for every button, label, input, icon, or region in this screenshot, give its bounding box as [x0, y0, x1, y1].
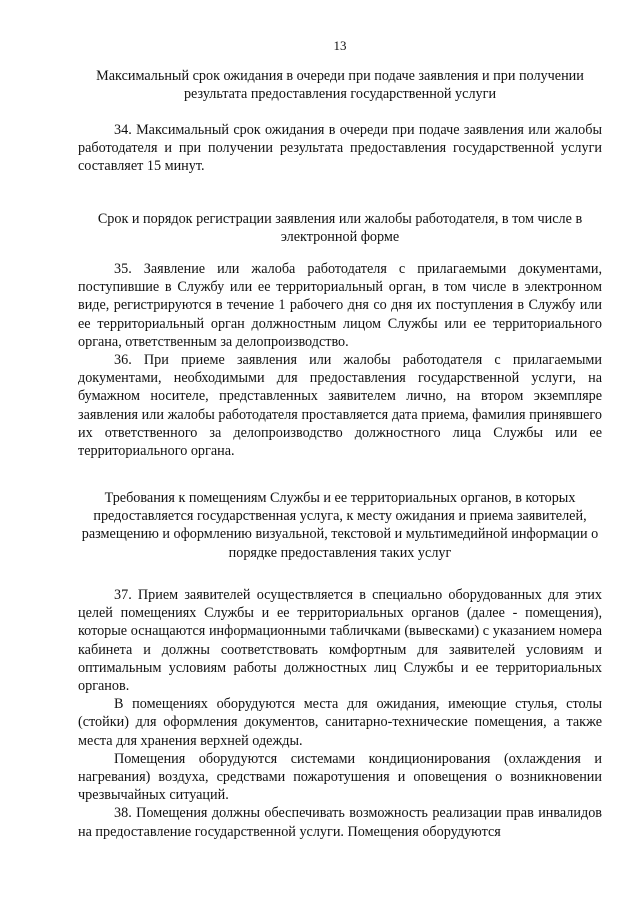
paragraph-34 — [78, 121, 602, 176]
paragraph-37b-text: В помещениях оборудуются места для ожидания, имеющие стулья, столы (стойки) для оформления документов, санитарно-технические помещения, а также места для хранения верхней одежды. — [78, 696, 602, 749]
paragraph-38-text: 38. Помещения должны обеспечивать возможность реализации прав инвалидов на предоставление государственной услуги. Помещения оборудуются — [78, 805, 602, 840]
paragraph-34-text: 34. Максимальный срок ожидания в очереди при подаче заявления или жалобы работодателя и при получении результата предоставления государственной услуги составляет 15 минут. — [78, 122, 602, 175]
paragraph-35-text: 35. Заявление или жалоба работодателя с прилагаемыми документами, поступившие в Службу или ее территориальный орган, в том числе в электронном виде, регистрируются в течение 1 рабочего дня со дня их поступления в Службу или ее территориальный орган должностным лицом Службы или ее территориального органа, ответственным за делопроизводство. — [78, 261, 602, 350]
section-heading-registration: Срок и порядок регистрации заявления или жалобы работодателя, в том числе в электронной форме — [97, 211, 583, 246]
paragraph-37c-text: Помещения оборудуются системами кондиционирования (охлаждения и нагревания) воздуха, средствами пожаротушения и оповещения о возникновении чрезвычайных ситуаций. — [78, 750, 602, 804]
section-heading-waiting-time: Максимальный срок ожидания в очереди при подаче заявления и при получении результата предоставления государственной услуги — [96, 68, 584, 103]
paragraph-36-text: 36. При приеме заявления или жалобы работодателя с прилагаемыми документами, необходимыми для предоставления государственной услуги, на бумажном носителе, представленных заявителем лично, на втором экземпляре заявления или жалобы работодателя проставляется дата приема, фамилия принявшего их ответственного за делопроизводство должностного лица Службы или ее территориального органа. — [78, 352, 602, 460]
section-heading-premises: Требования к помещениям Службы и ее территориальных органов, в которых предоставляется государственная услуга, к месту ожидания и приема заявителей, размещению и оформлению визуальной, текстовой и мультимедийной информации о порядке предоставления таких услуг — [81, 490, 599, 561]
paragraphs-37-38 — [78, 586, 602, 841]
paragraphs-35-36 — [78, 260, 602, 460]
paragraph-37-text: 37. Прием заявителей осуществляется в специально оборудованных для этих целей помещениях Службы и ее территориальных органов (далее - помещения), которые оснащаются информационными табличками (вывесками) с указанием номера кабинета и должны соответствовать комфортным для заявителей условиям и оптимальным условиям работы должностных лиц Службы и ее территориальных органов. — [78, 587, 602, 695]
page-number: 13 — [333, 38, 347, 53]
